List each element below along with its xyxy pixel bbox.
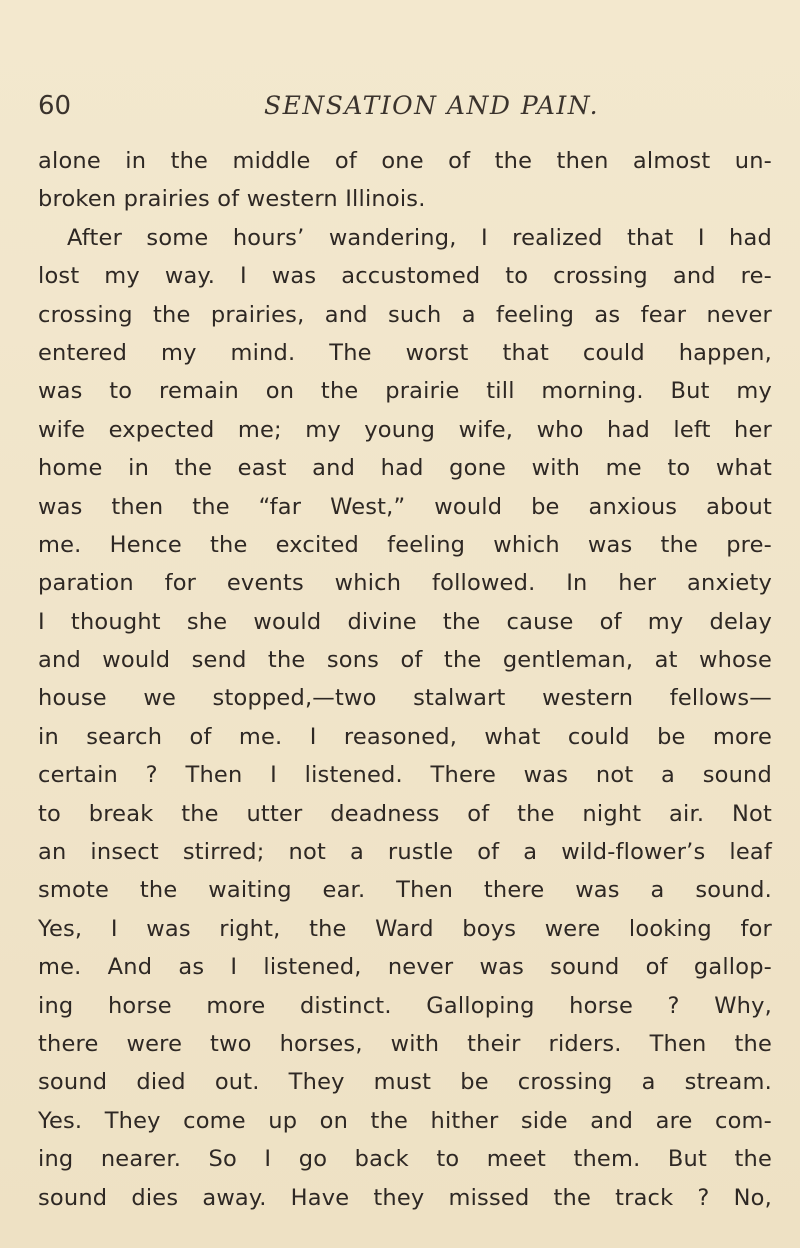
text-line: Yes, I was right, the Ward boys were looking for (38, 915, 772, 942)
text-line: house we stopped,—two stalwart western fellows— (38, 685, 772, 712)
running-head (38, 88, 758, 124)
page-number: 60 (38, 91, 72, 121)
text-line: broken prairies of western Illinois. (38, 186, 426, 213)
text-line: wife expected me; my young wife, who had left her (38, 416, 772, 443)
text-line: ing nearer. So I go back to meet them. But the (38, 1146, 772, 1173)
text-line: and would send the sons of the gentleman, at whose (38, 647, 772, 674)
text-line: I thought she would divine the cause of my delay (38, 608, 772, 635)
text-line: certain ? Then I listened. There was not a sound (38, 762, 772, 789)
text-line: alone in the middle of one of the then almost un- (38, 148, 772, 174)
text-line: to break the utter deadness of the night air. Not (38, 800, 772, 827)
text-line: entered my mind. The worst that could happen, (38, 339, 772, 366)
text-line: home in the east and had gone with me to what (38, 455, 772, 482)
body-text (38, 142, 772, 1217)
text-line: was then the “far West,” would be anxious about (38, 493, 772, 520)
text-line: there were two horses, with their riders. Then the (38, 1030, 772, 1057)
text-line: ing horse more distinct. Galloping horse ? Why, (38, 992, 772, 1019)
text-line: sound died out. They must be crossing a stream. (38, 1069, 772, 1096)
text-line: crossing the prairies, and such a feeling as fear never (38, 301, 772, 328)
running-title: SENSATION AND PAIN. (264, 91, 600, 120)
text-line: smote the waiting ear. Then there was a sound. (38, 877, 772, 904)
text-line: me. Hence the excited feeling which was the pre- (38, 531, 772, 558)
text-line: was to remain on the prairie till morning. But my (38, 378, 772, 405)
text-line: lost my way. I was accustomed to crossing and re- (38, 263, 772, 290)
text-line: Yes. They come up on the hither side and are com- (38, 1107, 772, 1134)
text-line: in search of me. I reasoned, what could be more (38, 723, 772, 750)
text-line: sound dies away. Have they missed the track ? No, (38, 1184, 772, 1211)
text-line: paration for events which followed. In her anxiety (38, 570, 772, 597)
text-line: an insect stirred; not a rustle of a wild-flower’s leaf (38, 839, 772, 866)
text-line: After some hours’ wandering, I realized that I had (67, 224, 772, 251)
text-line: me. And as I listened, never was sound of gallop- (38, 954, 772, 981)
